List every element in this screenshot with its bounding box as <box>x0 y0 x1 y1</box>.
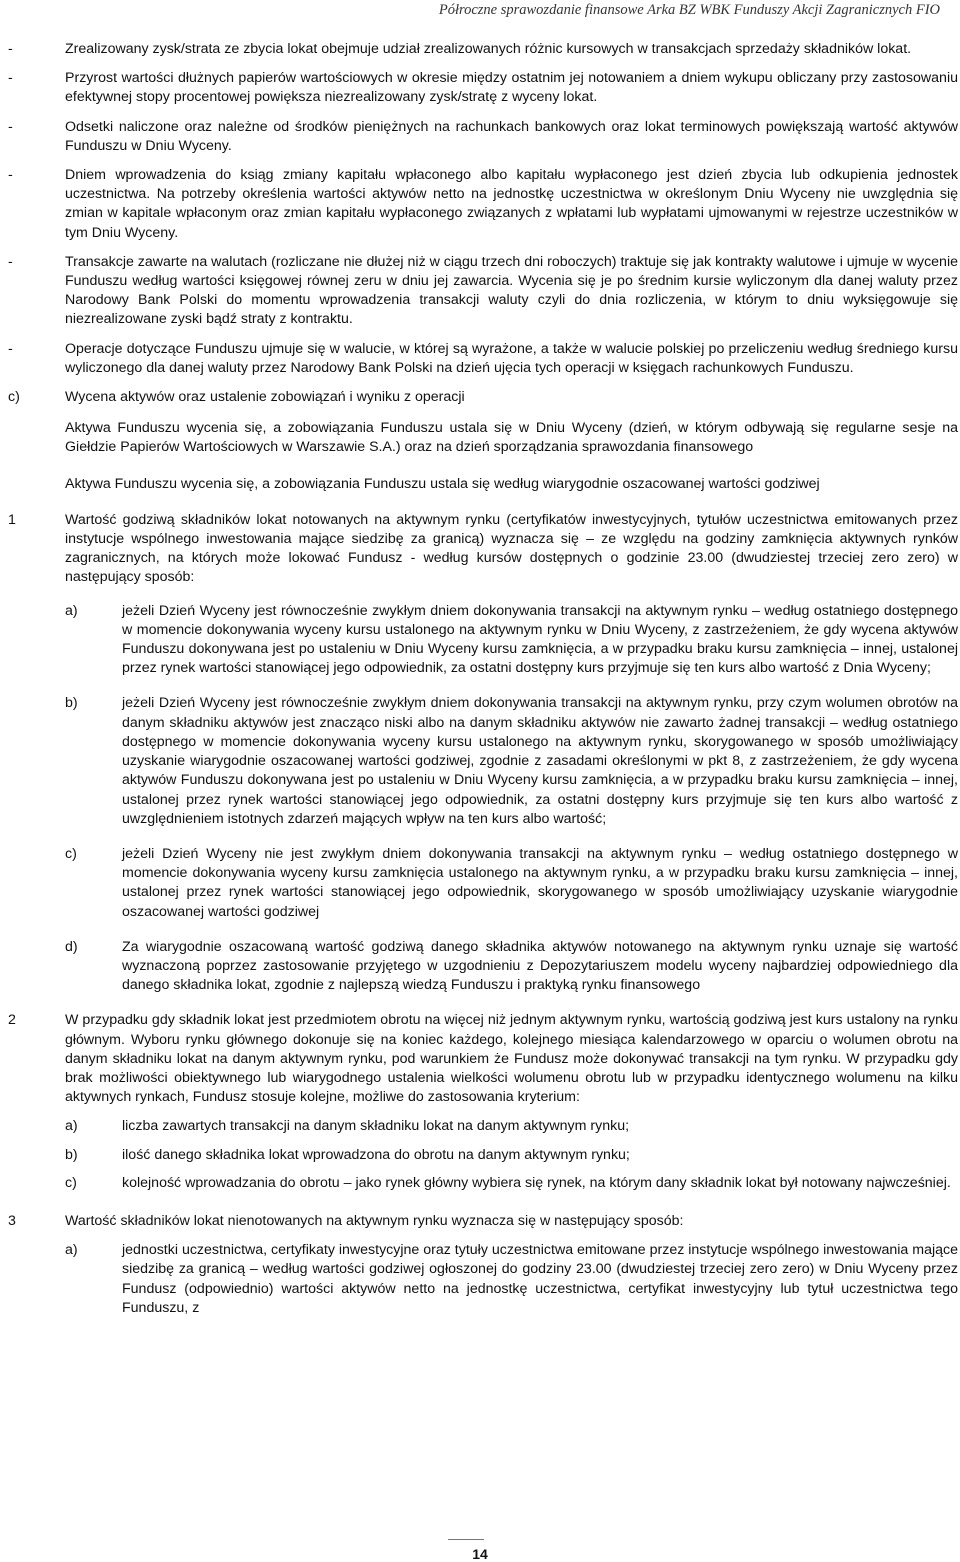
bullet-text: Transakcje zawarte na walutach (rozliczane nie dłużej niż w ciągu trzech dni roboczych) traktuje się jak kontrakty walutowe i ujmuje w wycenie Funduszu według wartości księgowej równej zeru w dniu jej zawarcia. Wycenia się je po średnim kursie wyliczonym dla danej waluty przez Narodowy Bank Polski do momentu wprowadzenia transakcji waluty czyli do dnia rozliczenia, w którym to dniu wyksięgowuje się niezrealizowane zyski bądź straty z kontraktu. <box>65 253 958 328</box>
numbered-item <box>8 1011 958 1202</box>
document-body <box>8 40 958 1344</box>
bullet-text: Dniem wprowadzenia do ksiąg zmiany kapitału wpłaconego albo kapitału wypłaconego jest dzień zbycia lub odkupienia jednostek uczestnictwa. Na potrzeby określenia wartości aktywów netto na jednostkę uczestnictwa w określonym Dniu Wyceny nie uwzględnia się zmian w kapitale wpłaconym oraz zmian kapitału wypłaconego związanych z wpłatami lub wypłatami ujmowanymi w rejestrze uczestników w tym Dniu Wyceny. <box>65 167 958 241</box>
bullet-marker: - <box>8 41 13 57</box>
page-number: 14 <box>472 1546 488 1562</box>
bullet-marker: - <box>8 167 13 184</box>
sub-text: jeżeli Dzień Wyceny jest równocześnie zwykłym dniem dokonywania transakcji na aktywnym rynku – według ostatniego dostępnego w momencie dokonywania wyceny kursu ustalonego na aktywnym rynku w Dniu Wyceny, z zastrzeżeniem, że gdy wycena aktywów Funduszu dokonywana jest po ustaleniu w Dniu Wyceny kursu zamknięcia, a w przypadku braku kursu zamknięcia – innej, ustalonej przez rynek wartości stanowiącej jego odpowiednik, za ostatni dostępny kurs przyjmuje się ten kurs albo wartość z Dnia Wyceny; <box>122 602 958 677</box>
section-marker: c) <box>8 389 20 406</box>
sub-text: jednostki uczestnictwa, certyfikaty inwestycyjne oraz tytuły uczestnictwa emitowane przez instytucje wspólnego inwestowania mające siedzibę za granicą – według wartości godziwej ogłoszonej do godziny 23.00 (dwudziestej trzeciej zero zero) w Dniu Wyceny przez Fundusz (odpowiednio) wartości aktywów netto na jednostkę uczestnictwa, certyfikat inwestycyjny lub tytuł uczestnictwa tego Funduszu, z <box>122 1242 958 1316</box>
sub-item <box>65 938 958 996</box>
sub-item <box>65 1146 958 1165</box>
sub-text: Za wiarygodnie oszacowaną wartość godziwą danego składnika aktywów notowanego na aktywnym rynku uznaje się wartość wyznaczoną poprzez zastosowanie przyjętego w uzgodnieniu z Depozytariuszem modelu wyceny najbardziej odpowiedniego dla danego składnika lokat, zgodnie z najlepszą wiedzą Funduszu i praktyką rynku finansowego <box>122 938 958 994</box>
numbered-item <box>8 511 958 1001</box>
sub-marker: b) <box>65 1146 78 1163</box>
section-paragraph: Aktywa Funduszu wycenia się, a zobowiązania Funduszu ustala się w Dniu Wyceny (dzień, w którym odbywają się regularne sesje na Giełdzie Papierów Wartościowych w Warszawie S.A.) oraz na dzień sporządzania sprawozdania finansowego <box>65 420 958 456</box>
sub-text: jeżeli Dzień Wyceny jest równocześnie zwykłym dniem dokonywania transakcji na aktywnym rynku, przy czym wolumen obrotów na danym składniku aktywów jest znacząco niski albo na danym składniku aktywów nie zawarto żadnej transakcji – według ostatniego dostępnego w momencie dokonywania wyceny kursu ustalonego na aktywnym rynku, skorygowanego w sposób umożliwiający uzyskanie wiarygodnie oszacowanej wartości godziwej, zgodnie z zasadami określonymi w pkt 8, z zastrzeżeniem, że gdy wycena aktywów Funduszu dokonywana jest po ustaleniu w Dniu Wyceny kursu zamknięcia, a w przypadku braku kursu zamknięcia – innej, ustalonej przez rynek wartości stanowiącej jego odpowiednik, za ostatni dostępny kurs przyjmuje się ten kurs albo wartość z uwzględnieniem istotnych zdarzeń mających wpływ na ten kurs albo wartość; <box>122 695 958 827</box>
bullet-text: Przyrost wartości dłużnych papierów wartościowych w okresie między ostatnim jej notowaniem a dniem wykupu obliczany przy zastosowaniu efektywnej stopy procentowej powiększa niezrealizowany zysk/stratę z wyceny lokat. <box>65 70 958 106</box>
item-text: Wartość godziwą składników lokat notowanych na aktywnym rynku (certyfikatów inwestycyjnych, tytułów uczestnictwa emitowanych przez instytucje wspólnego inwestowania mające siedzibę za granicą) wyznacza się – ze względu na godziny zamknięcia aktywnych rynków zagranicznych, na których może lokować Fundusz - według kursów dostępnych o godzinie 23.00 (dwudziestej trzeciej zero zero) w następujący sposób: <box>65 511 958 586</box>
bullet-marker: - <box>8 253 13 270</box>
bullet-item <box>8 253 958 330</box>
sub-marker: c) <box>65 1174 77 1191</box>
item-text: W przypadku gdy składnik lokat jest przedmiotem obrotu na więcej niż jednym aktywnym rynku, wartością godziwą jest kurs ustalony na rynku głównym. Wyboru rynku głównego dokonuje się na koniec każdego, kolejnego miesiąca kalendarzowego w oparciu o wolumen obrotu na danym składniku lokat na danym aktywnym rynku, pod warunkiem że Fundusz może dokonywać transakcji na tym rynku. W przypadku gdy brak możliwości obiektywnego lub wiarygodnego ustalenia wielkości wolumenu obrotu lub w przypadku identycznego wolumenu na kilku aktywnych rynkach, Fundusz stosuje kolejne, możliwe do zastosowania kryterium: <box>65 1012 958 1106</box>
sub-text: ilość danego składnika lokat wprowadzona do obrotu na danym aktywnym rynku; <box>122 1146 630 1163</box>
section-paragraph: Aktywa Funduszu wycenia się, a zobowiązania Funduszu ustala się według wiarygodnie oszacowanej wartości godziwej <box>65 475 820 492</box>
numbered-item <box>8 1212 958 1334</box>
bullet-marker: - <box>8 340 13 357</box>
sub-marker: d) <box>65 938 78 955</box>
sub-text: liczba zawartych transakcji na danym składniku lokat na danym aktywnym rynku; <box>122 1118 630 1135</box>
sub-marker: c) <box>65 845 77 862</box>
sub-list <box>8 1117 958 1193</box>
sub-marker: b) <box>65 695 78 712</box>
sub-item <box>65 1241 958 1318</box>
sub-list <box>8 1241 958 1318</box>
bullet-item <box>8 340 958 378</box>
footer-divider <box>448 1539 484 1540</box>
bullet-item <box>8 118 958 156</box>
bullet-text: Zrealizowany zysk/strata ze zbycia lokat obejmuje udział zrealizowanych różnic kursowych w transakcjach sprzedaży składników lokat. <box>65 41 912 57</box>
item-number: 2 <box>8 1012 16 1029</box>
sub-item <box>65 602 958 679</box>
bullet-text: Odsetki naliczone oraz należne od środków pieniężnych na rachunkach bankowych oraz lokat terminowych powiększają wartość aktywów Funduszu w Dniu Wyceny. <box>65 118 958 154</box>
sub-item <box>65 1117 958 1136</box>
item-number: 1 <box>8 511 16 528</box>
sub-marker: a) <box>65 1242 78 1259</box>
sub-item <box>65 1174 958 1193</box>
sub-marker: a) <box>65 1118 78 1135</box>
bullet-marker: - <box>8 70 13 87</box>
bullet-item <box>8 166 958 243</box>
sub-text: jeżeli Dzień Wyceny nie jest zwykłym dniem dokonywania transakcji na aktywnym rynku – według ostatniego dostępnego w momencie dokonywania wyceny kursu zamknięcia ustalonego na aktywnym rynku, a w przypadku braku kursu zamknięcia – innej, ustalonej przez rynek wartości stanowiącej jego odpowiednik, skorygowanego w sposób umożliwiający uzyskanie wiarygodnie oszacowanej wartości godziwej <box>122 845 958 920</box>
bullet-item <box>8 69 958 107</box>
item-text: Wartość składników lokat nienotowanych na aktywnym rynku wyznacza się w następujący sposób: <box>65 1212 684 1229</box>
bullet-item <box>8 40 958 59</box>
bullet-text: Operacje dotyczące Funduszu ujmuje się w walucie, w której są wyrażone, a także w walucie polskiej po przeliczeniu według średniego kursu wyliczonego dla danej waluty przez Narodowy Bank Polski na dzień ujęcia tych operacji w księgach rachunkowych Funduszu. <box>65 340 958 376</box>
sub-item <box>65 694 958 828</box>
sub-item <box>65 845 958 922</box>
item-number: 3 <box>8 1212 16 1229</box>
section-heading <box>8 388 958 407</box>
sub-list <box>8 602 958 996</box>
sub-marker: a) <box>65 602 78 619</box>
sub-text: kolejność wprowadzania do obrotu – jako rynek główny wybiera się rynek, na którym dany składnik lokat był notowany najwcześniej. <box>122 1174 951 1191</box>
section-title: Wycena aktywów oraz ustalenie zobowiązań i wyniku z operacji <box>65 389 465 406</box>
document-header: Półroczne sprawozdanie finansowe Arka BZ WBK Funduszy Akcji Zagranicznych FIO <box>438 2 940 18</box>
bullet-marker: - <box>8 118 13 135</box>
